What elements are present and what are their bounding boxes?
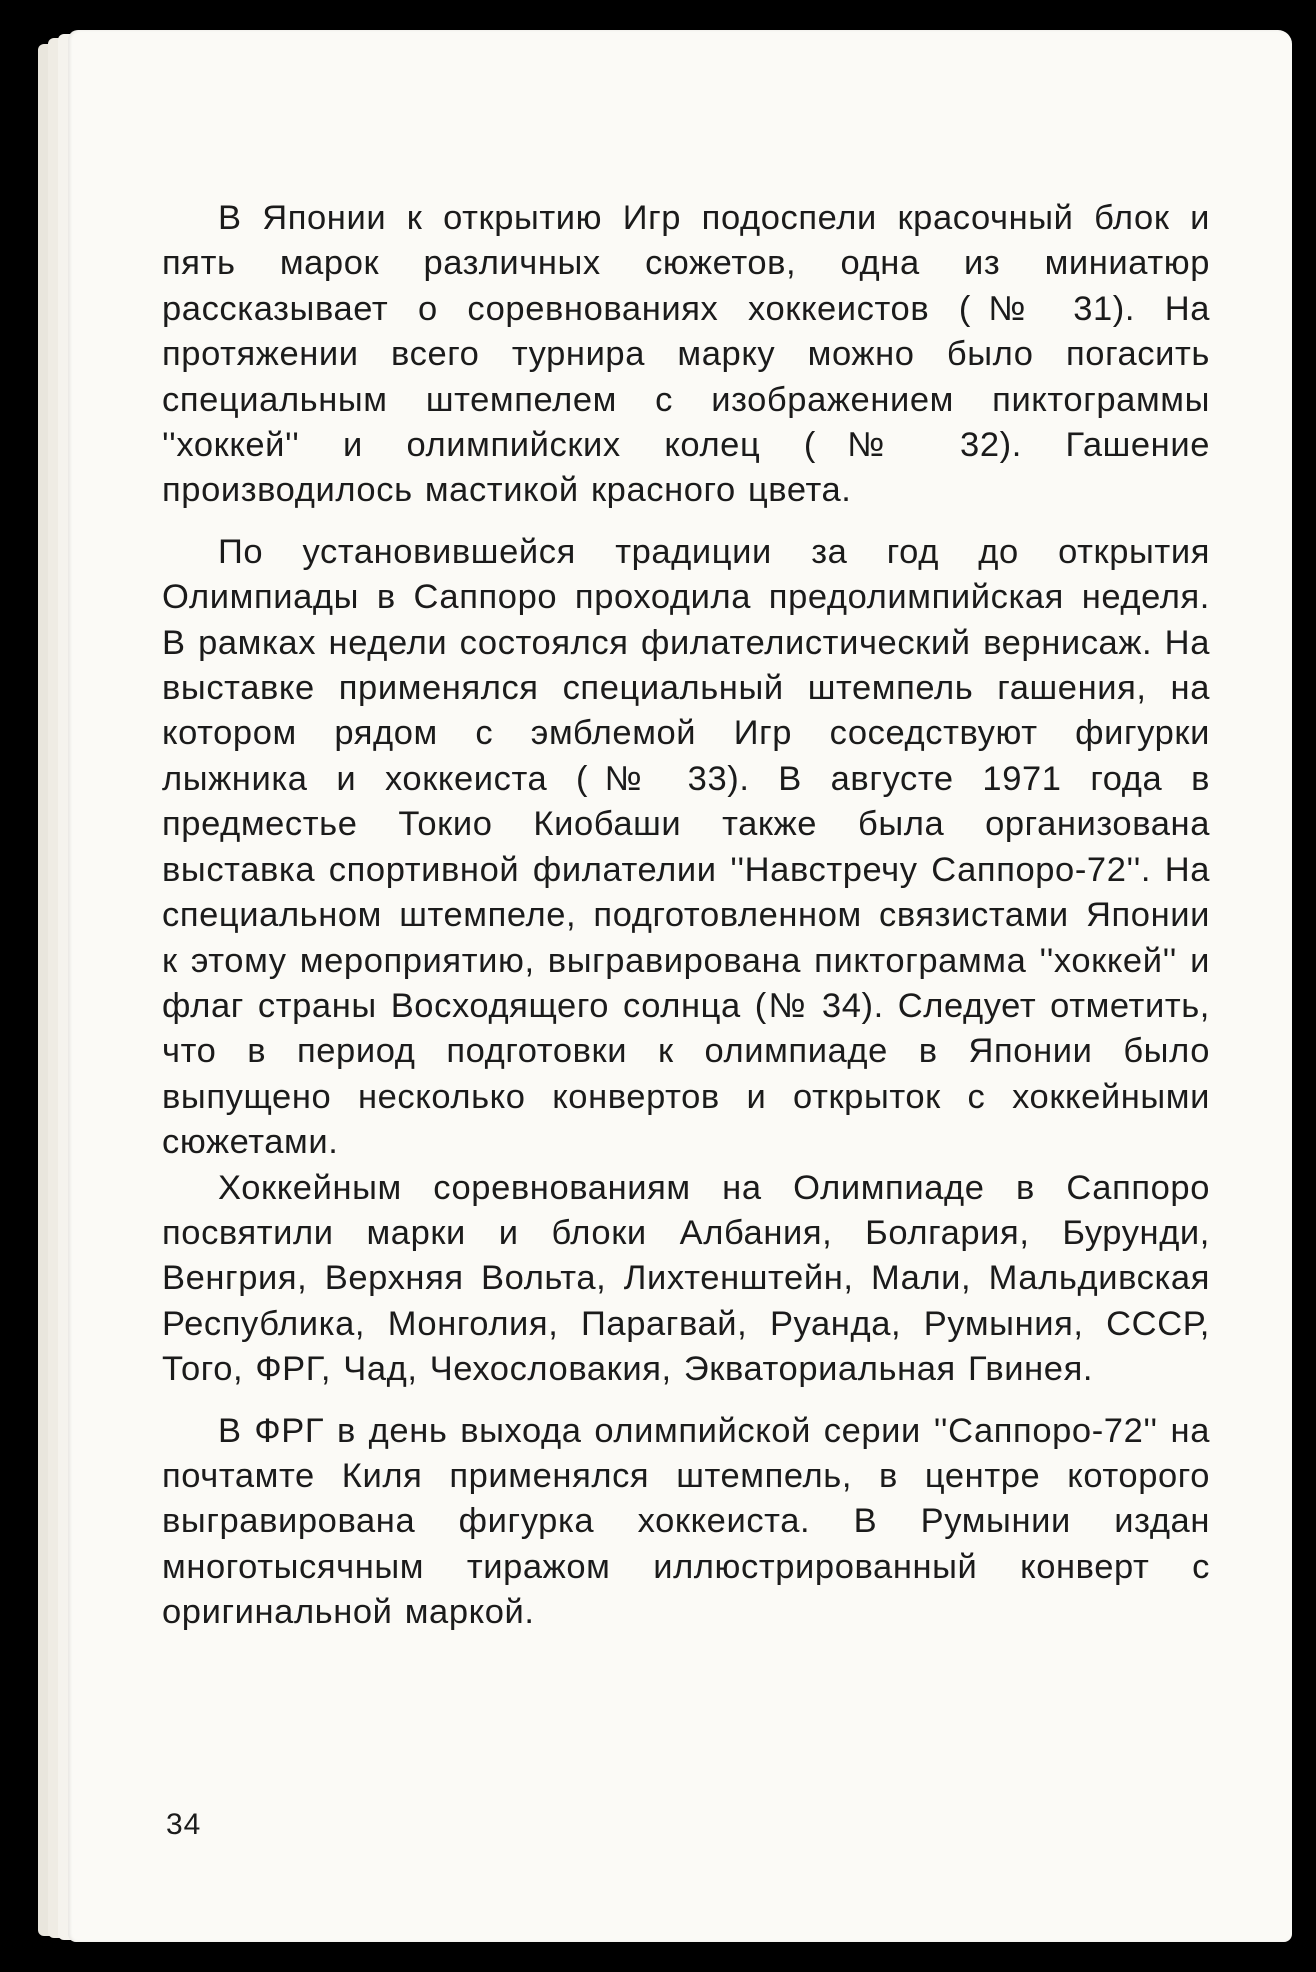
paragraph-japan-stamps: В Японии к открытию Игр подоспели красочный блок и пять марок различных сюжетов, одна из миниатюр рассказывает о соревнованиях хоккеистов (№ 31). На протяжении всего турнира марку можно было погасить специальным штемпелем с изображением пиктограммы ''хоккей'' и олимпийских колец (№ 32). Гашение производилось мастикой красного цвета. xyxy=(162,199,1210,510)
body-text xyxy=(162,196,1210,1652)
paragraph-countries: Хоккейным соревнованиям на Олимпиаде в Саппоро посвятили марки и блоки Албания, Болгария, Бурунди, Венгрия, Верхняя Вольта, Лихтенштейн, Мали, Мальдивская Республика, Монголия, Парагвай, Руанда, Румыния, СССР, Того, ФРГ, Чад, Чехословакия, Экваториальная Гвинея. xyxy=(162,1168,1210,1389)
paragraph-frg-romania: В ФРГ в день выхода олимпийской серии ''Саппоро-72'' на почтамте Киля применялся штемпель, в центре которого выгравирована фигурка хоккеиста. В Румынии издан многотысячным тиражом иллюстрированный конверт с оригинальной маркой. xyxy=(162,1411,1210,1632)
page-number: 34 xyxy=(166,1808,202,1841)
paragraph-pre-olympic-week: По установившейся традиции за год до открытия Олимпиады в Саппоро проходила предолимпийская неделя. В рамках недели состоялся филателистический вернисаж. На выставке применялся специальный штемпель гашения, на котором рядом с эмблемой Игр соседствуют фигурки лыжника и хоккеиста (№ 33). В августе 1971 года в предместье Токио Киобаши также была организована выставка спортивной филателии ''Навстречу Саппоро-72''. На специальном штемпеле, подготовленном связистами Японии к этому мероприятию, выгравирована пиктограмма ''хоккей'' и флаг страны Восходящего солнца (№ 34). Следует отметить, что в период подготовки к олимпиаде в Японии было выпущено несколько конвертов и открыток с хоккейными сюжетами. xyxy=(162,532,1210,1162)
